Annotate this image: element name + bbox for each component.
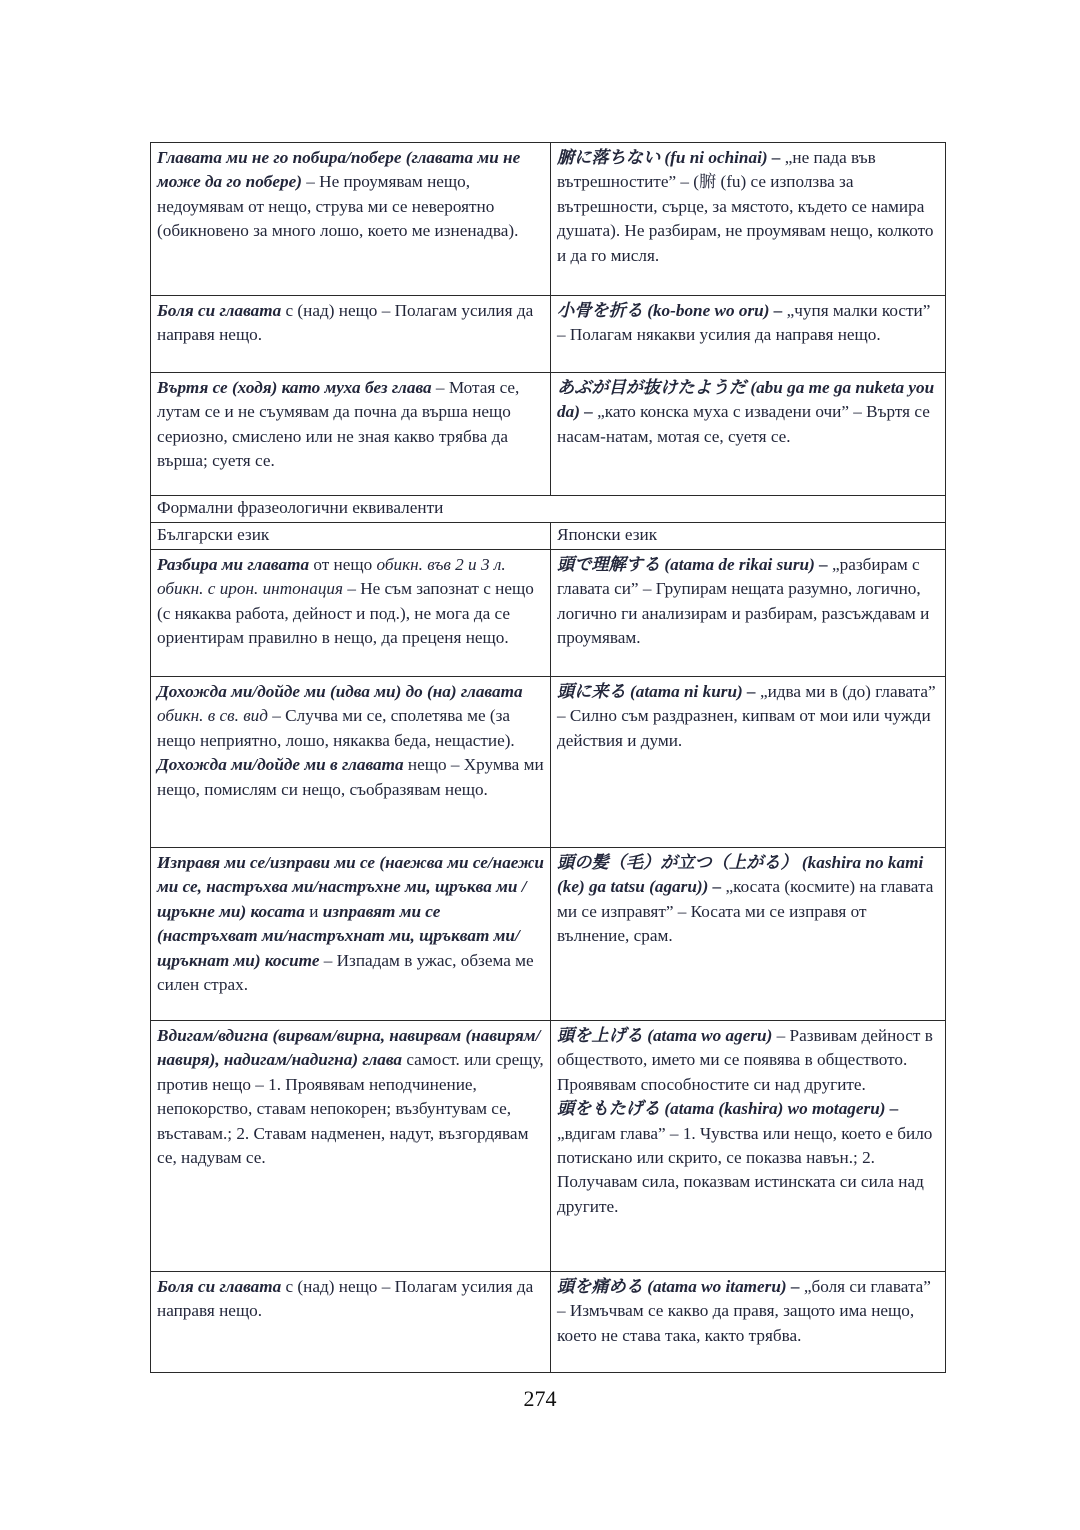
column-header-bulgarian: Български език — [151, 523, 551, 549]
bulgarian-cell: Изправя ми се/изправи ми се (наежва ми се/наежи ми се, настръхва ми/настръхне ми, щръква ми /щръкне ми) косата и изправят ми се (настръхват ми/настръхнат ми, щръкват ми/щръкнат ми) косите – Изпадам в ужас, обзема ме силен страх. — [151, 848, 551, 1020]
bulgarian-cell: Дохожда ми/дойде ми (идва ми) до (на) главата обикн. в св. вид – Случва ми се, сполетява ме (за нещо неприятно, лошо, някаква беда, нещастие). Дохожда ми/дойде ми в главата нещо – Хрумва ми нещо, помислям си нещо, съобразявам нещо. — [151, 677, 551, 847]
bulgarian-cell: Въртя се (ходя) като муха без глава – Мотая се, лутам се и не съумявам да почна да върша нещо сериозно, смислено или не зная какво трябва да върша; суетя се. — [151, 373, 551, 495]
section-heading: Формални фразеологични еквиваленти — [157, 498, 444, 517]
bulgarian-cell: Главата ми не го побира/побере (главата ми не може да го побере) – Не проумявам нещо, недоумявам от нещо, струва ми се невероятно (обикновено за много лошо, което ме изненадва). — [151, 143, 551, 295]
japanese-cell: 小骨を折る (ko-bone wo oru) – „чупя малки кости” – Полагам някакви усилия да направя нещо. — [557, 301, 931, 345]
bulgarian-cell: Боля си главата с (над) нещо – Полагам усилия да направя нещо. — [151, 1272, 551, 1372]
table-row — [151, 372, 945, 495]
bulgarian-cell: Вдигам/вдигна (вирвам/вирна, навирвам (навирям/навиря), надигам/надигна) глава самост. или срещу, против нещо – 1. Проявявам неподчинение, непокорство, ставам непокорен; възбунтувам се, въставам.; 2. Ставам надменен, надут, възгордявам се, надувам се. — [151, 1021, 551, 1271]
table-row — [151, 549, 945, 676]
table-row — [151, 847, 945, 1020]
phraseology-table — [150, 142, 946, 1373]
column-header-japanese: Японски език — [557, 525, 658, 544]
bulgarian-cell: Разбира ми главата от нещо обикн. във 2 и 3 л. обикн. с ирон. интонация – Не съм запознат с нещо (с някаква работа, дейност и под.), не мога да се ориентирам правилно в нещо, да преценя нещо. — [151, 550, 551, 676]
japanese-cell: 頭に来る (atama ni kuru) – „идва ми в (до) главата” – Силно съм раздразнен, кипвам от мои или чужди действия и думи. — [557, 682, 936, 750]
table-row — [151, 295, 945, 372]
section-heading-row — [151, 495, 945, 522]
page-number: 274 — [523, 1386, 557, 1411]
japanese-cell: 頭を上げる (atama wo ageru) – Развивам дейност в обществото, името ми се появява в обществото. Проявявам способностите си над другите. 頭をもたげる (atama (kashira) wo motageru) – „вдигам глава” – 1. Чувства или нещо, което е било потискано или скрито, се показва навън.; 2. Получавам сила, показвам истинската си сила над другите. — [557, 1026, 933, 1216]
table-row — [151, 1020, 945, 1271]
table-row — [151, 676, 945, 847]
column-header-row — [151, 522, 945, 549]
japanese-cell: 頭の髪（毛）が立つ（上がる） (kashira no kami (ke) ga tatsu (agaru)) – „косата (космите) на главата ми се изправят” – Косата ми се изправя от вълнение, срам. — [557, 853, 934, 946]
table-row — [151, 143, 945, 295]
japanese-cell: 頭で理解する (atama de rikai suru) – „разбирам с главата си” – Групирам нещата разумно, логично, логично ги анализирам и разбирам, разсъждавам и проумявам. — [557, 555, 930, 648]
bulgarian-cell: Боля си главата с (над) нещо – Полагам усилия да направя нещо. — [151, 296, 551, 372]
table-row — [151, 1271, 945, 1372]
japanese-cell: 腑に落ちない (fu ni ochinai) – „не пада във вътрешностите” – (腑 (fu) се използва за вътрешности, сърце, за мястото, където се намира душата). Не разбирам, не проумявам нещо, колкото и да го мисля. — [557, 148, 934, 265]
japanese-cell: 頭を痛める (atama wo itameru) – „боля си главата” – Измъчвам се какво да правя, защото има нещо, което не става така, както трябва. — [557, 1277, 931, 1345]
japanese-cell: あぶが目が抜けたようだ (abu ga me ga nuketa you da) – „като конска муха с извадени очи” – Въртя се насам-натам, мотая се, суетя се. — [557, 378, 935, 446]
